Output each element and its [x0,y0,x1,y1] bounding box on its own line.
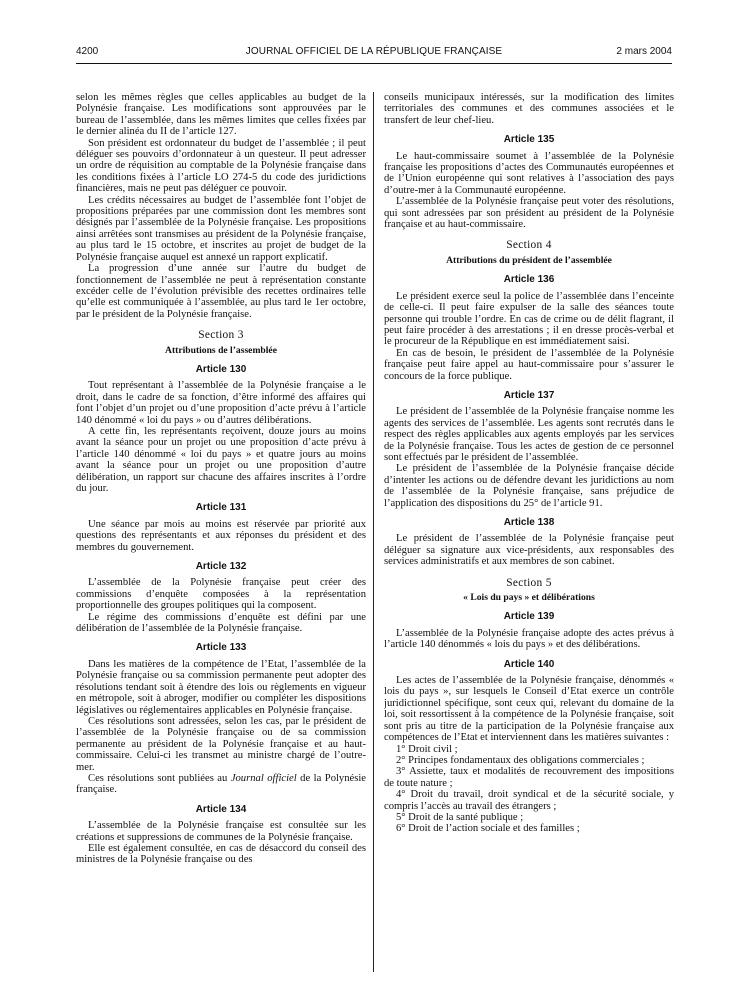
article-heading: Article 138 [503,517,555,528]
paragraph: Dans les matières de la compétence de l’Etat, l’assemblée de la Polynésie française ou sa commission permanente peut adopter des résolutions tendant soit à étendre des lois ou règlements en vigueur en métropole, soit à abroger, modifier ou compléter les dispositions législatives ou réglementaires applicables en Polynésie française. [76,658,366,716]
paragraph: Le haut-commissaire soumet à l’assemblée de la Polynésie française les propositions d’actes des Communautés européennes et de l’Union européenne qui sont relatives à l’association des pays d’outre-mer à la Communauté européenne. [384,150,674,196]
list-item: 6° Droit de l’action sociale et des familles ; [396,823,580,835]
section-subtitle: Attributions de l’assemblée [165,344,277,356]
paragraph: Une séance par mois au moins est réservée par priorité aux questions des représentants et aux réponses du président et des membres du gouvernement. [76,518,366,553]
page-header [76,46,672,62]
article-heading: Article 134 [195,803,247,815]
right-column [384,92,674,972]
paragraph: Tout représentant à l’assemblée de la Polynésie française a le droit, dans le cadre de sa fonction, d’être informé des affaires qui font l’objet d’un projet ou d’une proposition d’acte prévu à l’article 140 dénommé « loi du pays » ou d’autres délibérations. [76,380,366,426]
paragraph: Le régime des commissions d’enquête est défini par une délibération de l’assemblée de la Polynésie française. [76,611,366,635]
journal-title: JOURNAL OFFICIEL DE LA RÉPUBLIQUE FRANÇAISE [245,46,503,57]
section-title: Section 4 [506,239,552,252]
article-heading: Article 132 [195,561,247,573]
paragraph: Le président de l’assemblée de la Polynésie française décide d’intenter les actions ou de défendre devant les juridictions au nom de l’assemblée de la Polynésie française, sans préjudice de l’application des dispositions du 25° de l’article 91. [384,463,674,509]
list-item: 3° Assiette, taux et modalités de recouvrement des impositions de toute nature ; [384,766,674,789]
paragraph: L’assemblée de la Polynésie française est consultée sur les créations et suppressions de communes de la Polynésie française. [76,820,366,843]
paragraph: Le président de l’assemblée de la Polynésie française peut déléguer sa signature aux vice-présidents, aux responsables des services administratifs et aux membres de son cabinet. [384,533,674,568]
article-heading: Article 133 [195,642,247,654]
paragraph: La progression d’une année sur l’autre du budget de fonctionnement de l’assemblée ne peut à représentation constante excéder celle de l’évolution prévisible des recettes ordinaires telle qu’elle est communiquée à l’assemblée, au plus tard le 1er octobre, par le président de la Polynésie française. [76,263,366,320]
paragraph: selon les mêmes règles que celles applicables au budget de la Polynésie française. Les modifications sont approuvées par le bureau de l’assemblée, dans les mêmes limites que celles fixées par le dernier alinéa du II de l’article 127. [76,92,366,138]
list-item: 5° Droit de la santé publique ; [396,811,524,823]
matters-list [384,744,674,835]
article-heading: Article 130 [195,363,247,375]
section-title: Section 5 [506,576,552,589]
paragraph: L’assemblée de la Polynésie française peut créer des commissions d’enquête composées à la représentation proportionnelle des groupes politiques qui la composent. [76,577,366,612]
paragraph: Son président est ordonnateur du budget de l’assemblée ; il peut déléguer ses pouvoirs d’ordonnateur à un questeur. Il peut adresser un ordre de réquisition au comptable de la Polynésie française dans les conditions fixées à l’article LO 274-5 du code des juridictions financières, mais ne peut pas déléguer ce pouvoir. [76,137,366,195]
list-item: 4° Droit du travail, droit syndical et de la sécurité sociale, y compris l’accès au travail des étrangers ; [384,789,674,812]
section-title: Section 3 [198,329,244,342]
paragraph: Ces résolutions sont adressées, selon les cas, par le président de l’assemblée de la Polynésie française ou de sa commission permanente au président de la Polynésie française et au haut-commissaire. Celui-ci les transmet au ministre chargé de l’outre-mer. [76,715,366,773]
paragraph: A cette fin, les représentants reçoivent, douze jours au moins avant la séance pour un projet ou une proposition d’acte prévu à l’article 140 dénommé « loi du pays » et quatre jours au moins avant la séance pour un projet ou une proposition d’autre délibération, un rapport sur chacune des affaires inscrites à l’ordre du jour. [76,425,366,494]
paragraph [76,773,366,796]
article-heading: Article 131 [195,502,247,514]
paragraph: L’assemblée de la Polynésie française peut voter des résolutions, qui sont adressées par son président au président de la Polynésie française et au haut-commissaire. [384,196,674,231]
text-run: Ces résolutions sont publiées au [88,772,231,784]
section-subtitle: « Lois du pays » et délibérations [463,592,595,604]
article-heading: Article 139 [503,611,555,623]
list-item: 2° Principes fondamentaux des obligations commerciales ; [396,754,645,766]
article-heading: Article 137 [503,389,555,401]
article-heading: Article 140 [503,658,555,670]
paragraph: L’assemblée de la Polynésie française adopte des actes prévus à l’article 140 dénommés « lois du pays » et des délibérations. [384,627,674,651]
column-divider [373,92,374,972]
paragraph: Le président exerce seul la police de l’assemblée dans l’enceinte de celle-ci. Il peut faire expulser de la salle des séances toute personne qui trouble l’ordre. En cas de crime ou de délit flagrant, il peut faire procéder à des arrestations ; il en dresse procès-verbal et le procureur de la République en est immédiatement saisi. [384,290,674,348]
header-rule [76,63,672,64]
paragraph: Le président de l’assemblée de la Polynésie française nomme les agents des services de l’assemblée. Les agents sont recrutés dans le respect des règles applicables aux agents employés par les services de la Polynésie française. Tous les actes de gestion de ce personnel sont effectués par le président de l’assemblée. [384,406,674,463]
paragraph: Les actes de l’assemblée de la Polynésie française, dénommés « lois du pays », sur lesquels le Conseil d’Etat exerce un contrôle juridictionnel spécifique, sont ceux qui, relevant du domaine de la loi, soit ressortissent à la compétence de la Polynésie française, soit sont pris au titre de la participation de la Polynésie française aux compétences de l’Etat et interviennent dans les matières suivantes : [384,675,674,744]
paragraph: En cas de besoin, le président de l’assemblée de la Polynésie française peut faire appel au haut-commissaire pour s’assurer le concours de la force publique. [384,347,674,382]
text-run: de la Polynésie française. [76,772,366,796]
left-column [76,92,366,972]
paragraph: Elle est également consultée, en cas de désaccord du conseil des ministres de la Polynésie française ou des [76,842,366,866]
paragraph: Les crédits nécessaires au budget de l’assemblée font l’objet de propositions préparées par une commission dont les membres sont désignés par l’assemblée de la Polynésie française. Les propositions ainsi arrêtées sont transmises au président de la Polynésie française, au plus tard le 15 octobre, et inscrites au projet de budget de la Polynésie française auquel est annexé un rapport explicatif. [76,194,366,263]
publication-date: 2 mars 2004 [616,46,672,57]
list-item: 1° Droit civil ; [396,743,458,755]
article-heading: Article 135 [503,134,555,146]
paragraph: conseils municipaux intéressés, sur la modification des limites territoriales des communes et des communes associées et le transfert de leur chef-lieu. [384,92,674,126]
article-heading: Article 136 [503,274,555,286]
journal-reference: Journal officiel [230,772,297,784]
section-subtitle: Attributions du président de l’assemblée [446,254,612,266]
page-number: 4200 [76,46,99,57]
